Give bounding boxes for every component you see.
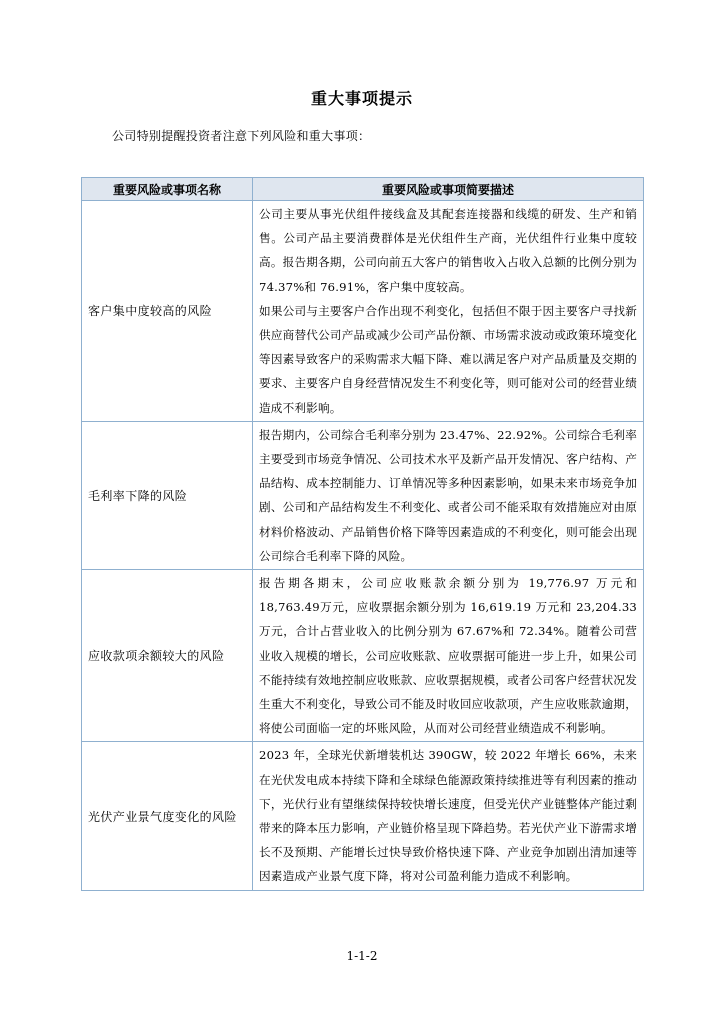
risk-name-cell: 客户集中度较高的风险 <box>82 201 253 422</box>
risk-name-cell: 毛利率下降的风险 <box>82 421 253 569</box>
risk-description-paragraph: 报告期内，公司综合毛利率分别为 23.47%、22.92%。公司综合毛利率主要受到市场竞争情况、公司技术水平及新产品开发情况、客户结构、产品结构、成本控制能力、订单情况等多种因素影响，如果未来市场竞争加剧、公司和产品结构发生不利变化、或者公司不能采取有效措施应对由原材料价格波动、产品销售价格下降等因素造成的不利变化，则可能会出现公司综合毛利率下降的风险。 <box>259 427 637 563</box>
risk-description-cell <box>253 421 644 569</box>
risk-description-paragraph: 如果公司与主要客户合作出现不利变化，包括但不限于因主要客户寻找新供应商替代公司产品或减少公司产品份额、市场需求波动或政策环境变化等因素导致客户的采购需求大幅下降、难以满足客户对产品质量及交期的要求、主要客户自身经营情况发生不利变化等，则可能对公司的经营业绩造成不利影响。 <box>259 303 637 415</box>
header-risk-description: 重要风险或事项简要描述 <box>253 178 644 201</box>
risk-description-paragraph: 公司主要从事光伏组件接线盒及其配套连接器和线缆的研发、生产和销售。公司产品主要消费群体是光伏组件生产商，光伏组件行业集中度较高。报告期各期，公司向前五大客户的销售收入占收入总额的比例分别为 74.37%和 76.91%，客户集中度较高。 <box>259 207 637 294</box>
risk-description-cell <box>253 570 644 742</box>
risk-description-paragraph: 报告期各期末，公司应收账款余额分别为 19,776.97 万元和 18,763.49万元，应收票据余额分别为 16,619.19 万元和 23,204.33 万元，合计占营业收入的比例分别为 67.67%和 72.34%。随着公司营业收入规模的增长，公司应收账款、应收票据可能进一步上升，如果公司不能持续有效地控制应收账款、应收票据规模，或者公司客户经营状况发生重大不利变化，导致公司不能及时收回应收款项，产生应收账款逾期，将使公司面临一定的坏账风险，从而对公司经营业绩造成不利影响。 <box>259 576 637 736</box>
table-row <box>82 201 644 422</box>
page-title: 重大事项提示 <box>310 89 413 108</box>
risk-description-cell <box>253 742 644 890</box>
table-header-row <box>82 178 644 201</box>
risk-name-cell: 应收款项余额较大的风险 <box>82 570 253 742</box>
table-row <box>82 742 644 890</box>
risk-name-cell: 光伏产业景气度变化的风险 <box>82 742 253 890</box>
risk-description-cell <box>253 201 644 422</box>
table-row <box>82 421 644 569</box>
risk-description-paragraph: 2023 年，全球光伏新增装机达 390GW，较 2022 年增长 66%，未来在光伏发电成本持续下降和全球绿色能源政策持续推进等有利因素的推动下，光伏行业有望继续保持较快增长速度，但受光伏产业链整体产能过剩带来的降本压力影响，产业链价格呈现下降趋势。若光伏产业下游需求增长不及预期、产能增长过快导致价格快速下降、产业竞争加剧出清加速等因素造成产业景气度下降，将对公司盈利能力造成不利影响。 <box>259 748 637 884</box>
risk-table <box>81 177 644 891</box>
header-risk-name: 重要风险或事项名称 <box>82 178 253 201</box>
intro-text: 公司特别提醒投资者注意下列风险和重大事项： <box>112 129 371 143</box>
page-number: 1-1-2 <box>346 949 378 963</box>
table-row <box>82 570 644 742</box>
